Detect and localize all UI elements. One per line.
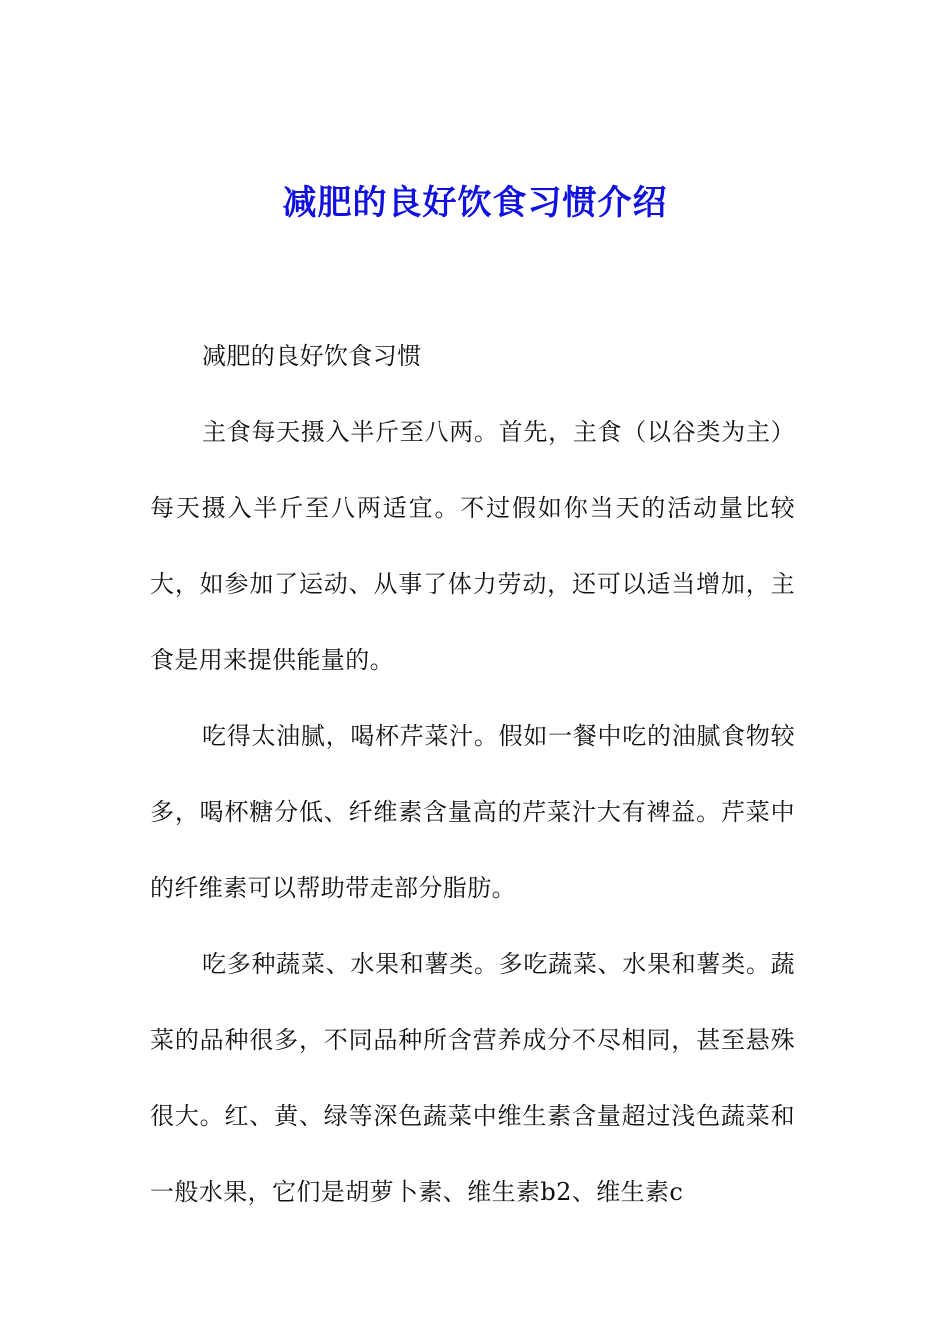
paragraph-celery-juice: 吃得太油腻，喝杯芹菜汁。假如一餐中吃的油腻食物较多，喝杯糖分低、纤维素含量高的芹菜汁大有裨益。芹菜中的纤维素可以帮助带走部分脂肪。 bbox=[150, 722, 795, 902]
document-title: 减肥的良好饮食习惯介绍 bbox=[282, 183, 668, 223]
paragraph-staple-food: 主食每天摄入半斤至八两。首先，主食（以谷类为主）每天摄入半斤至八两适宜。不过假如你当天的活动量比较大，如参加了运动、从事了体力劳动，还可以适当增加，主食是用来提供能量的。 bbox=[150, 418, 795, 674]
document-body bbox=[150, 318, 795, 1230]
paragraph-subheading: 减肥的良好饮食习惯 bbox=[202, 342, 422, 370]
paragraph-vegetables-fruits: 吃多种蔬菜、水果和薯类。多吃蔬菜、水果和薯类。蔬菜的品种很多，不同品种所含营养成分不尽相同，甚至悬殊很大。红、黄、绿等深色蔬菜中维生素含量超过浅色蔬菜和一般水果，它们是胡萝卜素、维生素b2、维生素c bbox=[150, 950, 795, 1206]
